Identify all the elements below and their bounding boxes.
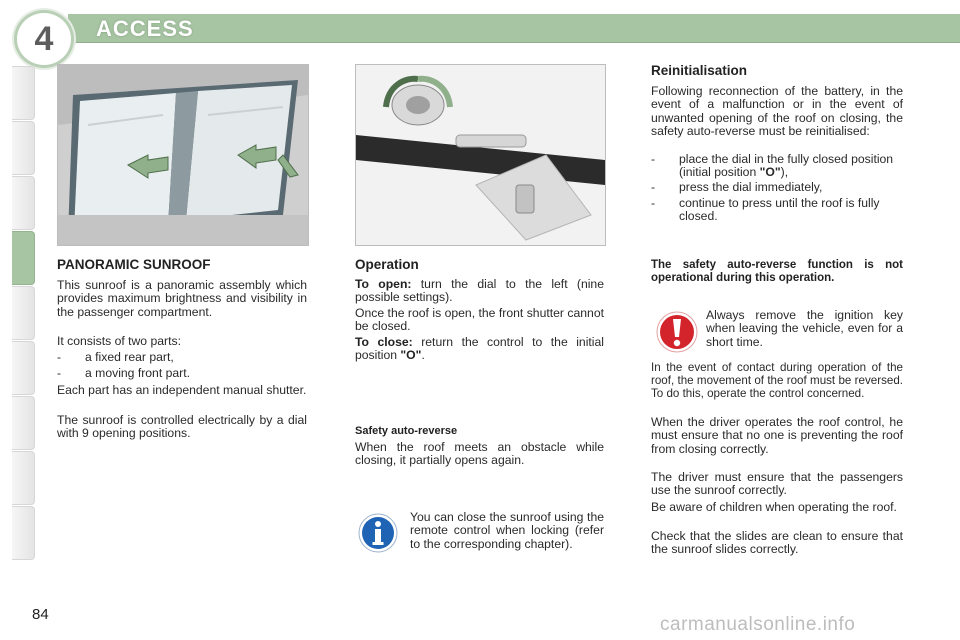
intro-paragraph: This sunroof is a panoramic assembly which provides maximum brightness and visibility in the passenger compartment. xyxy=(57,278,307,319)
info-icon xyxy=(358,513,398,553)
contact-paragraph: In the event of contact during operation of the roof, the movement of the roof must be reversed. To do this, operate the control concerned. xyxy=(651,361,903,401)
safety-paragraph: When the roof meets an obstacle while closing, it partially opens again. xyxy=(355,440,604,468)
reinitialisation-title: Reinitialisation xyxy=(651,63,748,78)
side-tab-3[interactable] xyxy=(12,176,35,230)
page-number: 84 xyxy=(32,606,49,623)
side-tab-1[interactable] xyxy=(12,66,35,120)
sunroof-illustration xyxy=(57,64,309,246)
side-tab-5[interactable] xyxy=(12,286,35,340)
control-dial-illustration xyxy=(355,64,606,246)
side-tab-7[interactable] xyxy=(12,396,35,450)
list-item: - place the dial in the fully closed position (initial position "O"), xyxy=(651,152,894,180)
chapter-badge: 4 xyxy=(14,10,74,68)
header-bar xyxy=(68,14,960,43)
side-tab-8[interactable] xyxy=(12,451,35,505)
page-title: ACCESS xyxy=(96,16,194,41)
reinit-intro: Following reconnection of the battery, in the event of a malfunction or in the event of unwanted opening of the roof on closing, the safety auto-reverse must be reinitialised: xyxy=(651,84,903,139)
list-item: - a moving front part. xyxy=(57,366,190,380)
watermark: carmanualsonline.info xyxy=(660,614,856,635)
warning-note: Always remove the ignition key when leaving the vehicle, even for a short time. xyxy=(706,308,903,349)
slides-paragraph: Check that the slides are clean to ensure that the sunroof slides correctly. xyxy=(651,529,903,557)
parts-intro: It consists of two parts: xyxy=(57,334,181,348)
info-note: You can close the sunroof using the remote control when locking (refer to the corresponding chapter). xyxy=(410,510,604,551)
to-close-paragraph: To close: return the control to the initial position "O". xyxy=(355,335,604,363)
safety-title: Safety auto-reverse xyxy=(355,425,458,437)
side-tab-6[interactable] xyxy=(12,341,35,395)
list-item: - a fixed rear part, xyxy=(57,350,174,364)
side-tab-4-active[interactable] xyxy=(12,231,35,285)
to-open-paragraph: To open: turn the dial to the left (nine possible settings). xyxy=(355,277,604,305)
side-tab-2[interactable] xyxy=(12,121,35,175)
operation-title: Operation xyxy=(355,257,419,272)
exclamation-icon xyxy=(656,311,698,353)
shutter-paragraph: Each part has an independent manual shutter. xyxy=(57,383,307,397)
list-item: - continue to press until the roof is fully closed. xyxy=(651,196,880,224)
list-item: - press the dial immediately, xyxy=(651,180,823,194)
sunroof-drawing xyxy=(58,65,308,245)
section-title: PANORAMIC SUNROOF xyxy=(57,257,211,272)
warning-bold: The safety auto-reverse function is not operational during this operation. xyxy=(651,259,903,284)
side-tab-9[interactable] xyxy=(12,506,35,560)
control-paragraph: The sunroof is controlled electrically by a dial with 9 opening positions. xyxy=(57,413,307,441)
front-shutter-paragraph: Once the roof is open, the front shutter cannot be closed. xyxy=(355,306,604,334)
dial-drawing xyxy=(356,65,605,245)
children-paragraph: Be aware of children when operating the roof. xyxy=(651,500,897,514)
passengers-paragraph: The driver must ensure that the passengers use the sunroof correctly. xyxy=(651,470,903,498)
driver-paragraph: When the driver operates the roof control, he must ensure that no one is preventing the roof from closing correctly. xyxy=(651,415,903,456)
